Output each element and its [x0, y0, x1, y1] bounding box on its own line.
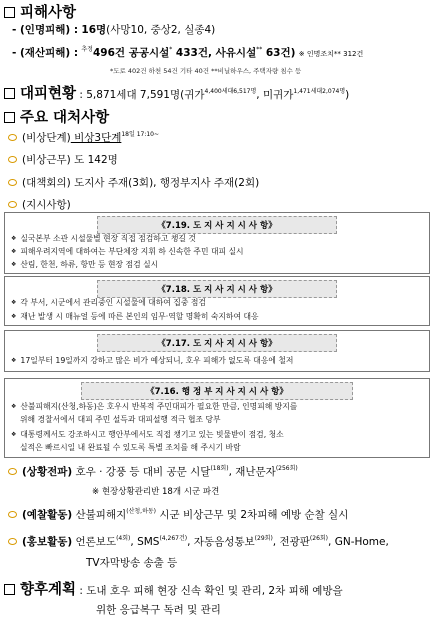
circle-bullet-icon — [8, 156, 17, 163]
evacuation-line: 대피현황 : 5,871세대 7,591명(귀가$^{4,400세대6,517명}$, 미귀가$^{1,471세대2,074명}$) — [4, 82, 349, 103]
instruction-box-0719 — [4, 212, 430, 274]
section-response-title: 주요 대처사항 — [4, 106, 109, 127]
box-line: ❖ 대통령께서도 강조하시고 행안부에서도 직접 챙기고 있는 빗물받이 점검, 청소 — [11, 430, 284, 439]
square-bullet-icon — [4, 584, 15, 595]
section-damage-title: 피해사항 — [4, 1, 76, 22]
square-bullet-icon — [4, 88, 15, 99]
future-plan-line: 향후계획 : 도내 호우 피해 현장 신속 확인 및 관리, 2차 피해 예방을 — [4, 578, 343, 599]
casualty-line: - (인명피해) : 16명(사망10, 중상2, 실종4) — [12, 24, 216, 36]
item-emergency-duty: (비상근무) 도 142명 — [8, 152, 118, 167]
diamond-bullet-icon: ❖ — [11, 313, 17, 320]
box-title: 《7.18. 도 지 사 지 시 사 항》 — [97, 280, 337, 298]
circle-bullet-icon — [8, 201, 17, 208]
diamond-bullet-icon: ❖ — [11, 403, 17, 410]
situation-note: ※ 현장상황관리반 18개 시군 파견 — [92, 487, 220, 497]
diamond-bullet-icon: ❖ — [11, 357, 17, 364]
square-bullet-icon — [4, 7, 15, 18]
diamond-bullet-icon: ❖ — [11, 431, 17, 438]
box-line: ❖ 산림, 한천, 하류, 항만 등 현장 점검 실시 — [11, 260, 159, 269]
circle-bullet-icon — [8, 511, 17, 518]
diamond-bullet-icon: ❖ — [11, 248, 17, 255]
diamond-bullet-icon: ❖ — [11, 261, 17, 268]
box-title: 《7.16. 행 정 부 지 사 지 시 사 항》 — [81, 382, 353, 400]
circle-bullet-icon — [8, 179, 17, 186]
property-note: *도로 402건 하천 54건 기타 40건 **비닐하우스, 주택자량 침수 등 — [110, 67, 302, 75]
item-meetings: (대책회의) 도지사 주재(3회), 행정부지사 주재(2회) — [8, 175, 259, 190]
item-patrol: (예찰활동) 산불피해지$^{(산청,하동)}$ 시군 비상근무 및 2차피해 예방 순찰 실시 — [8, 506, 348, 522]
box-title: 《7.17. 도 지 사 지 시 사 항》 — [97, 334, 337, 352]
circle-bullet-icon — [8, 468, 17, 475]
box-line: ❖ 17일부터 19일까지 강하고 많은 비가 예상되니, 호우 피해가 없도록 대응에 철저 — [11, 356, 294, 365]
item-situation: (상황전파) 호우 · 강풍 등 대비 공문 시달$^{(18회)}$, 재난문자$^{(256회)}$ — [8, 463, 298, 479]
box-title: 《7.19. 도 지 사 지 시 사 항》 — [97, 216, 337, 234]
property-line: - (재산피해) : $^{추정}$496건 공공시설* 433건, 사유시설** 63건) ※ 인명조치** 312건 — [12, 46, 364, 59]
future-plan-line2: 위한 응급복구 독려 및 관리 — [96, 604, 221, 616]
circle-bullet-icon — [8, 134, 17, 141]
box-line: ❖ 재난 발생 시 매뉴얼 등에 따른 본인의 임무·역할 명확히 숙지하여 대응 — [11, 312, 259, 321]
instruction-box-0718 — [4, 276, 430, 326]
square-bullet-icon — [4, 112, 15, 123]
box-line: 위해 경찰서에서 대피 주민 설득과 대피설행 적극 협조 당부 — [20, 415, 221, 424]
item-instructions: (지시사항) — [8, 197, 71, 212]
box-line: ❖ 실국본부 소관 시설물별 현장 직접 점검하고 챙길 것 — [11, 234, 196, 243]
box-line: ❖ 피해우려지역에 대하여는 부단체장 지휘 하 신속한 주민 대피 실시 — [11, 247, 244, 256]
box-line: ❖ 산불피해지(산청,하동)은 호우시 반복적 주민대피가 필요한 만큼, 인명피해 방지를 — [11, 402, 298, 411]
item-pr: (홍보활동) 언론보도$^{(4회)}$, $SMS^{(4,267건)}$, 자동음성통보$^{(29회)}$, 전광판$^{(26회)}$, GN-Home, — [8, 533, 389, 549]
box-line: 실적은 빠르시일 내 완료될 수 있도록 특별 조치를 해 주시기 바람 — [20, 443, 241, 452]
pr-line2: TV자막방송 송출 등 — [86, 557, 178, 569]
diamond-bullet-icon: ❖ — [11, 299, 17, 306]
item-emergency-level: (비상단계) 비상3단계$^{18일 17:10\sim}$ — [8, 129, 159, 145]
circle-bullet-icon — [8, 538, 17, 545]
diamond-bullet-icon: ❖ — [11, 235, 17, 242]
instruction-box-0717 — [4, 330, 430, 372]
instruction-box-0716 — [4, 378, 430, 458]
box-line: ❖ 각 부서, 시군에서 관리중인 시설물에 대하여 집중 점검 — [11, 298, 206, 307]
